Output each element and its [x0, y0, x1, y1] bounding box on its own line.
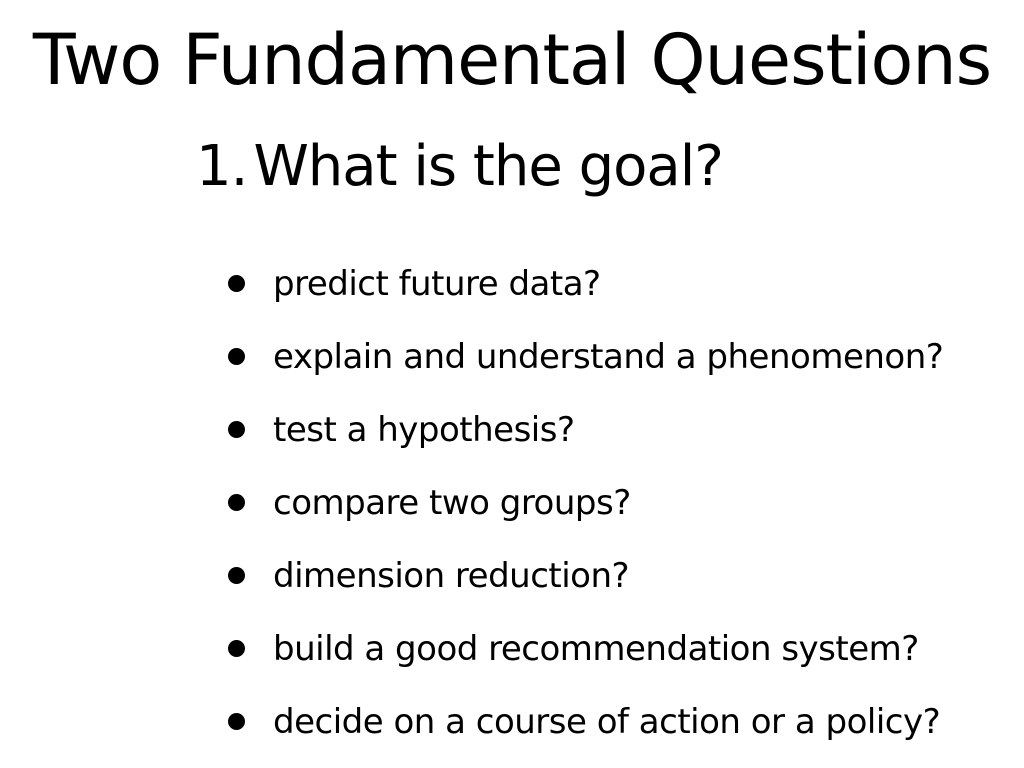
- list-item: [228, 685, 943, 758]
- bullet-icon: [228, 348, 245, 365]
- bullet-text: build a good recommendation system?: [273, 628, 919, 669]
- bullet-text: predict future data?: [273, 263, 601, 304]
- bullet-text: explain and understand a phenomenon?: [273, 336, 944, 377]
- bullet-icon: [228, 421, 245, 438]
- bullet-list: [228, 247, 943, 758]
- bullet-icon: [228, 640, 245, 657]
- list-item: [228, 466, 943, 539]
- bullet-text: dimension reduction?: [273, 555, 630, 596]
- slide-title: Two Fundamental Questions: [32, 19, 992, 101]
- question-text: What is the goal?: [253, 134, 724, 199]
- bullet-text: compare two groups?: [273, 482, 631, 523]
- list-item: [228, 247, 943, 320]
- question-number: 1.: [196, 134, 248, 199]
- bullet-icon: [228, 567, 245, 584]
- bullet-text: decide on a course of action or a policy?: [273, 701, 941, 742]
- list-item: [228, 393, 943, 466]
- bullet-text: test a hypothesis?: [273, 409, 575, 450]
- list-item: [228, 612, 943, 685]
- question-heading: [196, 132, 723, 202]
- bullet-icon: [228, 713, 245, 730]
- list-item: [228, 539, 943, 612]
- bullet-icon: [228, 494, 245, 511]
- bullet-icon: [228, 275, 245, 292]
- list-item: [228, 320, 943, 393]
